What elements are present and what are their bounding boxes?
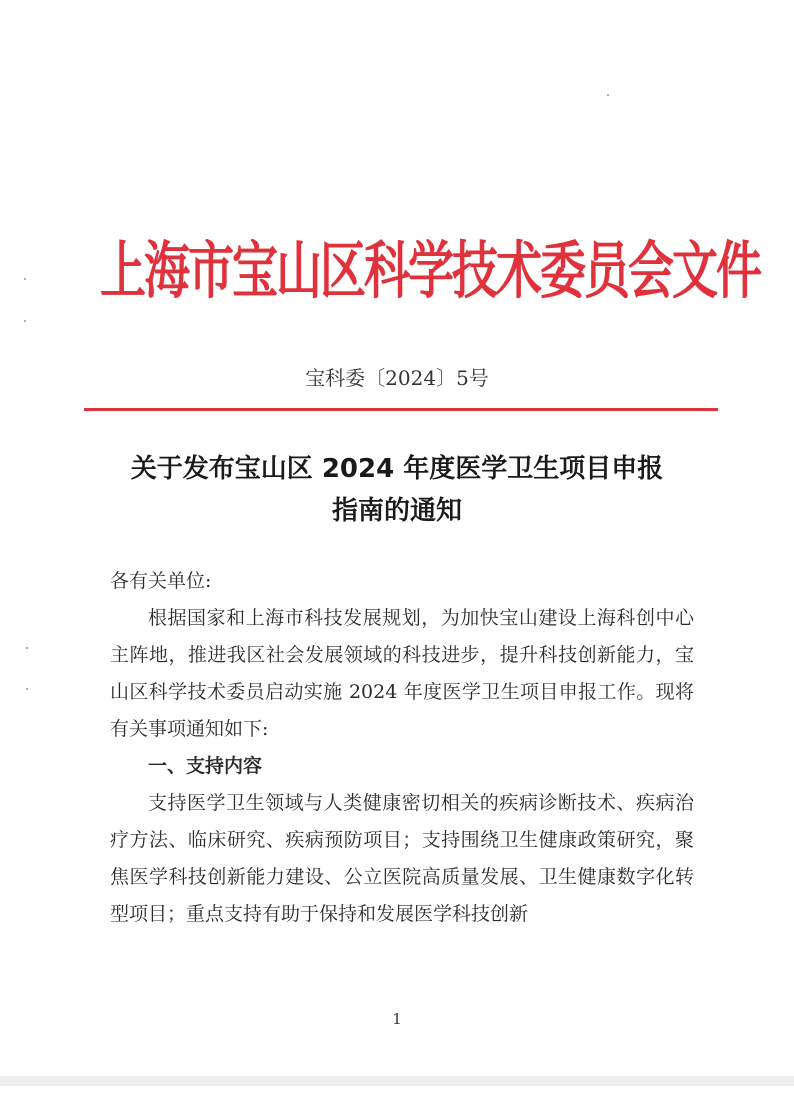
notice-title-line-2: 指南的通知 [331,496,462,526]
page-number: 1 [392,1010,402,1028]
scan-speck [24,278,26,280]
notice-title-line-1: 关于发布宝山区 2024 年度医学卫生项目申报 [130,454,664,484]
scan-speck [607,94,609,96]
scan-speck [26,647,28,649]
scan-speck [24,320,26,322]
salutation: 各有关单位: [110,570,212,592]
red-divider [84,408,718,411]
paragraph-intro: 根据国家和上海市科技发展规划，为加快宝山建设上海科创中心主阵地，推进我区社会发展领域的科技进步，提升科技创新能力，宝山区科学技术委员启动实施 2024 年度医学卫生项目申报工作。现将有关事项通知如下: [110,607,694,740]
paragraph-support-content: 支持医学卫生领域与人类健康密切相关的疾病诊断技术、疾病治疗方法、临床研究、疾病预防项目；支持围绕卫生健康政策研究，聚焦医学科技创新能力建设、公立医院高质量发展、卫生健康数字化转型项目；重点支持有助于保持和发展医学科技创新 [110,792,694,925]
scan-edge-strip [0,1076,794,1086]
document-number: 宝科委〔2024〕5号 [305,366,489,390]
issuer-header: 上海市宝山区科学技术委员会文件 [100,234,760,308]
scan-speck [26,688,28,690]
section-heading-support-content: 一、支持内容 [148,755,263,777]
notice-title [80,448,714,532]
body-text [110,563,694,933]
